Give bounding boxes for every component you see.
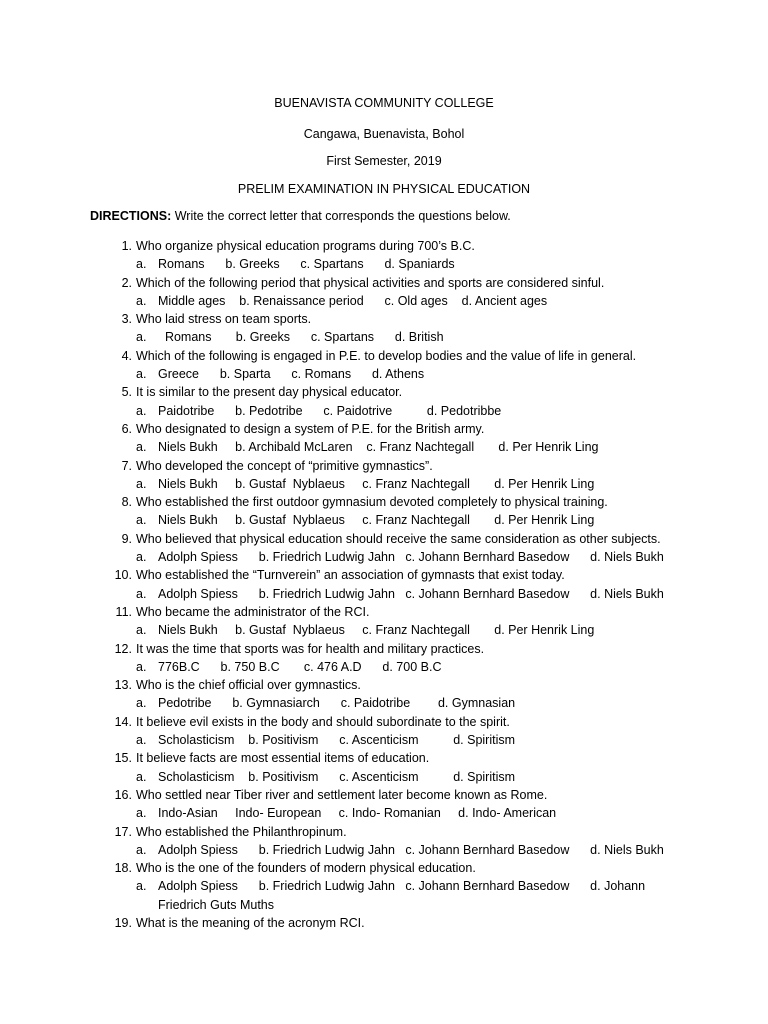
option-text-continued: Friedrich Guts Muths xyxy=(158,897,275,912)
question-item xyxy=(0,676,768,713)
question-item xyxy=(0,530,768,567)
option-text: Adolph Spiess b. Friedrich Ludwig Jahn c. Johann Bernhard Basedow d. Niels Bukh xyxy=(158,586,664,601)
question-number: 8. xyxy=(121,495,132,510)
question-number: 10. xyxy=(114,568,132,583)
question-text: Who laid stress on team sports. xyxy=(136,312,312,327)
option-text: Romans b. Greeks c. Spartans d. British xyxy=(158,330,444,345)
question-line xyxy=(0,530,768,548)
question-item xyxy=(0,640,768,677)
option-text: Paidotribe b. Pedotribe c. Paidotrive d. Pedotribbe xyxy=(158,403,502,418)
question-number: 11. xyxy=(115,604,132,619)
answer-options xyxy=(0,585,768,603)
option-letter: a. xyxy=(136,623,147,638)
directions xyxy=(90,208,511,224)
question-text: Who designated to design a system of P.E. for the British army. xyxy=(136,421,485,436)
answer-options xyxy=(0,804,768,822)
question-number: 5. xyxy=(121,385,132,400)
question-line xyxy=(0,457,768,475)
question-number: 15. xyxy=(114,751,132,766)
question-line xyxy=(0,347,768,365)
question-line xyxy=(0,420,768,438)
question-item xyxy=(0,749,768,786)
option-text: Scholasticism b. Positivism c. Ascenticism d. Spiritism xyxy=(158,769,516,784)
question-text: Who is the one of the founders of modern physical education. xyxy=(136,861,476,876)
question-item xyxy=(0,566,768,603)
question-item xyxy=(0,713,768,750)
question-text: Who became the administrator of the RCI. xyxy=(136,604,370,619)
question-text: Who is the chief official over gymnastics. xyxy=(136,678,361,693)
answer-options xyxy=(0,475,768,493)
exam-title: PRELIM EXAMINATION IN PHYSICAL EDUCATION xyxy=(237,182,531,196)
question-text: It was the time that sports was for health and military practices. xyxy=(136,641,485,656)
directions-label: DIRECTIONS: xyxy=(90,209,172,223)
question-item xyxy=(0,420,768,457)
answer-options xyxy=(0,694,768,712)
question-item xyxy=(0,237,768,274)
option-letter: a. xyxy=(136,476,147,491)
option-letter: a. xyxy=(136,403,147,418)
question-text: Who established the Philanthropinum. xyxy=(136,824,347,839)
question-text: It believe evil exists in the body and should subordinate to the spirit. xyxy=(136,714,510,729)
question-text: Who established the first outdoor gymnasium devoted completely to physical training. xyxy=(136,495,608,510)
option-text: Niels Bukh b. Archibald McLaren c. Franz Nachtegall d. Per Henrik Ling xyxy=(158,440,599,455)
option-text: Adolph Spiess b. Friedrich Ludwig Jahn c. Johann Bernhard Basedow d. Niels Bukh xyxy=(158,842,664,857)
option-text: Romans b. Greeks c. Spartans d. Spaniards xyxy=(158,257,455,272)
question-number: 16. xyxy=(114,787,132,802)
option-letter: a. xyxy=(136,806,147,821)
option-letter: a. xyxy=(136,586,147,601)
option-letter: a. xyxy=(136,769,147,784)
option-letter: a. xyxy=(136,293,147,308)
question-line xyxy=(0,383,768,401)
answer-options xyxy=(0,877,768,895)
question-text: Who settled near Tiber river and settlement later become known as Rome. xyxy=(136,787,548,802)
question-line xyxy=(0,274,768,292)
question-item xyxy=(0,914,768,932)
question-item xyxy=(0,383,768,420)
answer-options xyxy=(0,621,768,639)
option-letter: a. xyxy=(136,550,147,565)
answer-options xyxy=(0,402,768,420)
question-number: 18. xyxy=(114,861,132,876)
answer-options xyxy=(0,768,768,786)
question-line xyxy=(0,749,768,767)
answer-options xyxy=(0,328,768,346)
option-letter: a. xyxy=(136,842,147,857)
question-item xyxy=(0,274,768,311)
option-letter: a. xyxy=(136,257,147,272)
college-address: Cangawa, Buenavista, Bohol xyxy=(303,127,465,141)
question-number: 14. xyxy=(114,714,132,729)
college-name: BUENAVISTA COMMUNITY COLLEGE xyxy=(274,96,494,110)
answer-options-continued xyxy=(0,896,768,914)
option-text: Greece b. Sparta c. Romans d. Athens xyxy=(158,367,425,382)
option-text: Indo-Asian Indo- European c. Indo- Romanian d. Indo- American xyxy=(158,806,557,821)
directions-text: Write the correct letter that corresponds the questions below. xyxy=(171,209,511,223)
question-item xyxy=(0,457,768,494)
question-item xyxy=(0,859,768,914)
question-line xyxy=(0,859,768,877)
question-line xyxy=(0,713,768,731)
question-line xyxy=(0,566,768,584)
option-text: 776B.C b. 750 B.C c. 476 A.D d. 700 B.C xyxy=(158,659,442,674)
question-text: Which of the following is engaged in P.E. to develop bodies and the value of life in general. xyxy=(136,348,637,363)
question-number: 13. xyxy=(114,678,132,693)
question-text: Who organize physical education programs during 700’s B.C. xyxy=(136,239,475,253)
question-number: 4. xyxy=(121,348,132,363)
question-line xyxy=(0,640,768,658)
question-number: 12. xyxy=(114,641,132,656)
answer-options xyxy=(0,438,768,456)
option-text: Middle ages b. Renaissance period c. Old ages d. Ancient ages xyxy=(158,293,548,308)
question-number: 2. xyxy=(121,275,132,290)
option-letter: a. xyxy=(136,513,147,528)
question-text: Who believed that physical education should receive the same consideration as other subjects. xyxy=(136,531,661,546)
answer-options xyxy=(0,841,768,859)
question-item xyxy=(0,823,768,860)
question-line xyxy=(0,914,768,932)
option-letter: a. xyxy=(136,330,147,345)
question-text: It is similar to the present day physical educator. xyxy=(136,385,403,400)
question-number: 6. xyxy=(121,421,132,436)
answer-options xyxy=(0,292,768,310)
question-line xyxy=(0,786,768,804)
option-letter: a. xyxy=(136,659,147,674)
option-letter: a. xyxy=(136,367,147,382)
question-item xyxy=(0,786,768,823)
answer-options xyxy=(0,511,768,529)
question-text: What is the meaning of the acronym RCI. xyxy=(136,915,365,930)
question-number: 3. xyxy=(121,312,132,327)
option-letter: a. xyxy=(136,696,147,711)
option-letter: a. xyxy=(136,440,147,455)
question-item xyxy=(0,310,768,347)
question-line xyxy=(0,603,768,621)
question-number: 7. xyxy=(121,458,132,473)
option-text: Adolph Spiess b. Friedrich Ludwig Jahn c. Johann Bernhard Basedow d. Niels Bukh xyxy=(158,550,664,565)
question-line xyxy=(0,310,768,328)
question-line xyxy=(0,237,768,255)
answer-options xyxy=(0,731,768,749)
question-text: It believe facts are most essential items of education. xyxy=(136,751,430,766)
question-list xyxy=(0,237,768,932)
option-text: Adolph Spiess b. Friedrich Ludwig Jahn c. Johann Bernhard Basedow d. Johann xyxy=(158,879,646,894)
question-item xyxy=(0,493,768,530)
question-line xyxy=(0,676,768,694)
question-item xyxy=(0,347,768,384)
question-number: 19. xyxy=(114,915,132,930)
question-number: 9. xyxy=(121,531,132,546)
option-text: Niels Bukh b. Gustaf Nyblaeus c. Franz Nachtegall d. Per Henrik Ling xyxy=(158,623,595,638)
question-number: 1. xyxy=(121,239,132,253)
question-text: Who established the “Turnverein” an association of gymnasts that exist today. xyxy=(136,568,565,583)
option-letter: a. xyxy=(136,733,147,748)
answer-options xyxy=(0,548,768,566)
question-text: Which of the following period that physical activities and sports are considered sinful. xyxy=(136,275,605,290)
question-text: Who developed the concept of “primitive gymnastics”. xyxy=(136,458,433,473)
question-number: 17. xyxy=(114,824,132,839)
option-text: Niels Bukh b. Gustaf Nyblaeus c. Franz Nachtegall d. Per Henrik Ling xyxy=(158,476,595,491)
answer-options xyxy=(0,365,768,383)
answer-options xyxy=(0,255,768,273)
question-line xyxy=(0,823,768,841)
option-text: Pedotribe b. Gymnasiarch c. Paidotribe d. Gymnasian xyxy=(158,696,516,711)
question-item xyxy=(0,603,768,640)
option-letter: a. xyxy=(136,879,147,894)
question-line xyxy=(0,493,768,511)
semester: First Semester, 2019 xyxy=(326,154,442,168)
option-text: Scholasticism b. Positivism c. Ascenticism d. Spiritism xyxy=(158,733,516,748)
answer-options xyxy=(0,658,768,676)
option-text: Niels Bukh b. Gustaf Nyblaeus c. Franz Nachtegall d. Per Henrik Ling xyxy=(158,513,595,528)
